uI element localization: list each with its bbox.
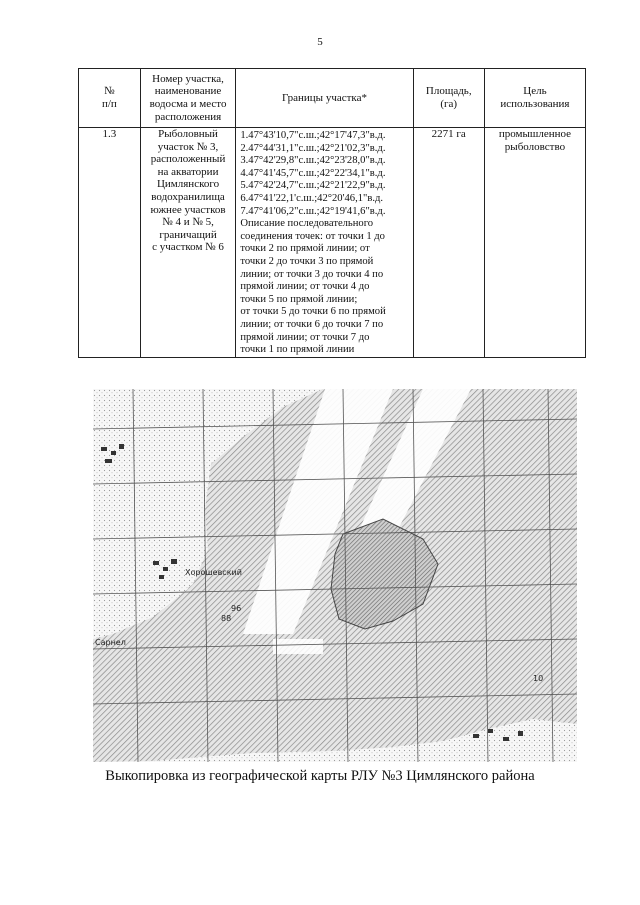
map-image <box>93 389 577 762</box>
boundary-description-line: от точки 5 до точки 6 по прямой <box>240 306 386 318</box>
map-label-edge: 10 <box>533 674 544 683</box>
coordinate-point: 7.47°41'06,2"с.ш.;42°19'41,6"в.д. <box>240 205 386 217</box>
row-purpose <box>484 128 585 358</box>
row-name-line: № 4 и № 5, <box>162 216 214 229</box>
row-name-line: южнее участков <box>150 203 226 216</box>
row-name-line: Цимлянского <box>156 178 220 191</box>
page-number: 5 <box>317 36 323 48</box>
header-num-line: п/п <box>101 98 117 110</box>
header-area-line: Площадь, <box>425 85 472 98</box>
map-caption: Выкопировка из географической карты РЛУ №3 Цимлянского района <box>105 768 535 784</box>
header-purpose <box>484 69 585 128</box>
header-purpose-line: Цель <box>523 85 547 98</box>
map-label-height: 88 <box>221 614 232 623</box>
row-name-line: Рыболовный <box>158 128 218 140</box>
map-excerpt <box>93 389 577 762</box>
row-name-line: водохранилища <box>151 190 225 203</box>
row-name-line: с участком № 6 <box>152 241 224 254</box>
plot-table <box>78 68 586 358</box>
boundary-description-line: линии; от точки 6 до точки 7 по <box>240 318 384 330</box>
header-name-line: расположения <box>154 110 222 123</box>
boundary-description-line: точки 2 до точки 3 по прямой <box>240 255 374 267</box>
coordinate-point: 3.47°42'29,8"с.ш.;42°23'28,0"в.д. <box>240 155 386 167</box>
header-area <box>413 69 484 128</box>
boundary-description-line: точки 1 по прямой линии <box>240 344 355 356</box>
row-num: 1.3 <box>79 128 141 358</box>
coordinate-point: 4.47°41'45,7"с.ш.;42°22'34,1"в.д. <box>240 167 386 179</box>
header-name-line: водосма и место <box>149 98 227 110</box>
header-num-line: № <box>104 85 115 98</box>
header-name-line: Номер участка, <box>152 72 224 85</box>
boundary-description-line: соединения точек: от точки 1 до <box>240 230 385 242</box>
header-purpose-line: использования <box>500 98 570 110</box>
coordinate-point: 2.47°44'31,1"с.ш.;42°21'02,3"в.д. <box>240 142 386 154</box>
coordinate-point: 1.47°43'10,7"с.ш.;42°17'47,3"в.д. <box>240 130 386 141</box>
header-bounds: Границы участка* <box>236 69 413 128</box>
boundary-description-line: Описание последовательного <box>240 218 374 230</box>
row-purpose-line: промышленное <box>498 128 572 140</box>
header-name-line: наименование <box>154 85 222 98</box>
coordinate-point: 6.47°41'22,1'с.ш.;42°20'46,1"в.д. <box>240 192 384 204</box>
row-name-line: на акватории <box>157 165 219 178</box>
row-name <box>140 128 236 358</box>
boundary-description-line: прямой линии; от точки 7 до <box>240 331 370 343</box>
map-label-town: Сарнел <box>95 638 126 647</box>
row-name-line: расположенный <box>150 153 226 166</box>
row-area: 2271 га <box>413 128 484 358</box>
boundary-description-line: линии; от точки 3 до точки 4 по <box>240 268 384 280</box>
header-area-line: (га) <box>440 98 458 110</box>
coordinate-point: 5.47°42'24,7"с.ш.;42°21'22,9"в.д. <box>240 180 386 192</box>
row-purpose-line: рыболовство <box>504 140 566 153</box>
boundary-description-line: точки 5 по прямой линии; <box>240 293 358 305</box>
row-bounds <box>236 128 413 358</box>
row-name-line: граничащий <box>159 228 217 241</box>
header-num <box>79 69 141 128</box>
table-row <box>79 128 586 358</box>
header-name <box>140 69 236 128</box>
row-name-line: участок № 3, <box>157 140 219 153</box>
channel-strip <box>273 639 323 654</box>
map-label-height: 96 <box>231 604 242 613</box>
map-label-town: Хорошевский <box>185 568 242 577</box>
boundary-description-line: точки 2 по прямой линии; от <box>240 243 370 255</box>
boundary-description-line: прямой линии; от точки 4 до <box>240 281 370 293</box>
table-header-row <box>79 69 586 128</box>
